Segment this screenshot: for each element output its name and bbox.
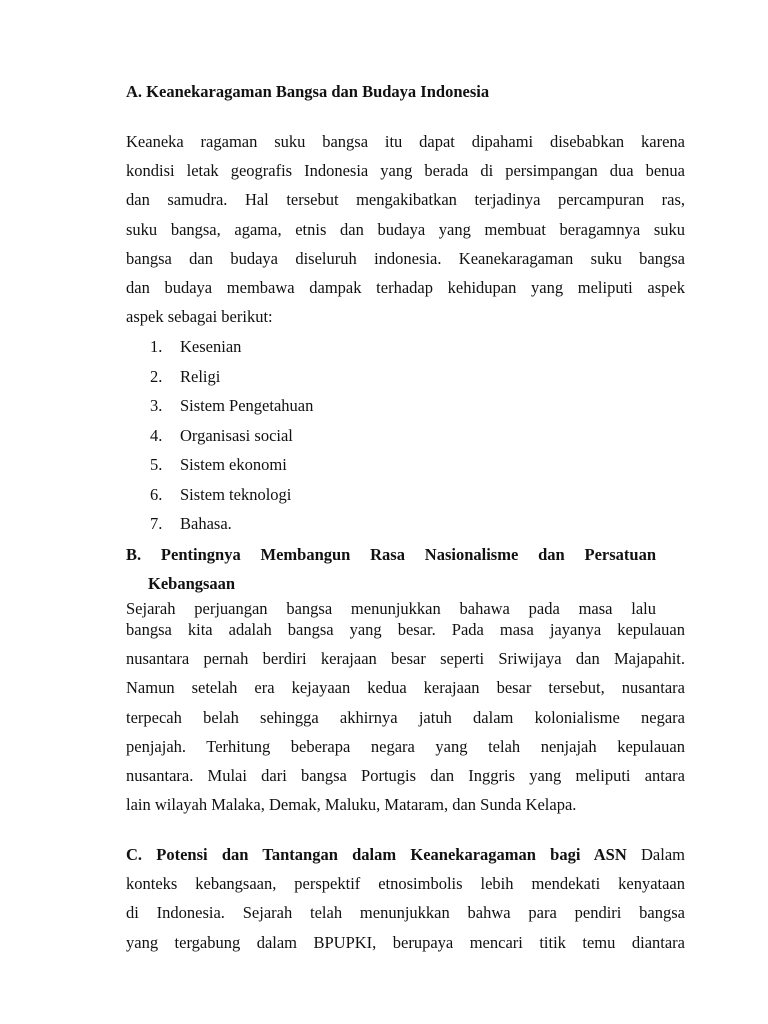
section-b-line: lain wilayah Malaka, Demak, Maluku, Mataram, dan Sunda Kelapa.: [126, 795, 577, 815]
section-b-line: Namun setelah era kejayaan kedua kerajaan besar tersebut, nusantara: [126, 678, 685, 698]
section-a-heading: A. Keanekaragaman Bangsa dan Budaya Indonesia: [126, 82, 490, 101]
list-number: 3.: [150, 396, 163, 415]
section-c-paragraph: [126, 840, 685, 957]
section-a-paragraph: [126, 127, 685, 331]
list-item: [150, 362, 313, 392]
section-c-heading: C. Potensi dan Tantangan dalam Keanekaragaman bagi ASN: [126, 845, 627, 864]
section-b-line: terpecah belah sehingga akhirnya jatuh dalam kolonialisme negara: [126, 707, 685, 727]
section-a-line: Keaneka ragaman suku bangsa itu dapat dipahami disebabkan karena: [126, 132, 685, 151]
section-c-first-line: [126, 840, 685, 869]
list-item: [150, 332, 313, 362]
list-number: 5.: [150, 455, 163, 474]
section-a-line: dan budaya membawa dampak terhadap kehidupan yang meliputi aspek: [126, 277, 685, 297]
list-item: [150, 421, 313, 451]
section-c-line: yang tergabung dalam BPUPKI, berupaya mencari titik temu diantara: [126, 932, 685, 952]
section-b-heading-line: Kebangsaan: [148, 574, 236, 593]
section-a-line: bangsa dan budaya diseluruh indonesia. Keanekaragaman suku bangsa: [126, 248, 685, 268]
section-b-line: nusantara pernah berdiri kerajaan besar seperti Sriwijaya dan Majapahit.: [126, 649, 685, 669]
list-text: Sistem ekonomi: [180, 455, 287, 474]
list-text: Religi: [180, 366, 221, 386]
section-a-line: suku bangsa, agama, etnis dan budaya yang membuat beragamnya suku: [126, 219, 685, 239]
section-a-line: kondisi letak geografis Indonesia yang berada di persimpangan dua benua: [126, 161, 685, 181]
list-text: Bahasa.: [180, 514, 232, 533]
list-item: [150, 391, 313, 421]
section-b-paragraph: [126, 615, 685, 819]
list-text: Sistem Pengetahuan: [180, 396, 314, 415]
list-number: 1.: [150, 337, 163, 356]
section-a-line: dan samudra. Hal tersebut mengakibatkan terjadinya percampuran ras,: [126, 190, 685, 210]
aspects-list: [150, 332, 313, 539]
list-item: [150, 480, 313, 510]
section-c-line: di Indonesia. Sejarah telah menunjukkan bahwa para pendiri bangsa: [126, 903, 685, 923]
list-number: 4.: [150, 425, 163, 445]
section-a-line: aspek sebagai berikut:: [126, 307, 273, 327]
list-item: [150, 450, 313, 480]
section-b-line: bangsa kita adalah bangsa yang besar. Pada masa jayanya kepulauan: [126, 620, 685, 639]
section-b-line: nusantara. Mulai dari bangsa Portugis dan Inggris yang meliputi antara: [126, 765, 685, 785]
list-item: [150, 509, 313, 539]
section-b-heading: [126, 540, 656, 598]
section-c-line: konteks kebangsaan, perspektif etnosimbolis lebih mendekati kenyataan: [126, 874, 685, 894]
section-b-heading-line: B. Pentingnya Membangun Rasa Nasionalisme dan Persatuan: [126, 545, 656, 564]
section-b-line: Sejarah perjuangan bangsa menunjukkan bahawa pada masa lalu: [126, 599, 656, 618]
list-text: Kesenian: [180, 337, 242, 356]
list-text: Sistem teknologi: [180, 484, 292, 504]
list-number: 6.: [150, 484, 163, 504]
section-b-line: penjajah. Terhitung beberapa negara yang telah nenjajah kepulauan: [126, 736, 685, 756]
list-number: 2.: [150, 366, 163, 386]
section-c-first-line-rest: Dalam: [641, 845, 685, 864]
list-number: 7.: [150, 514, 163, 533]
list-text: Organisasi social: [180, 425, 293, 445]
